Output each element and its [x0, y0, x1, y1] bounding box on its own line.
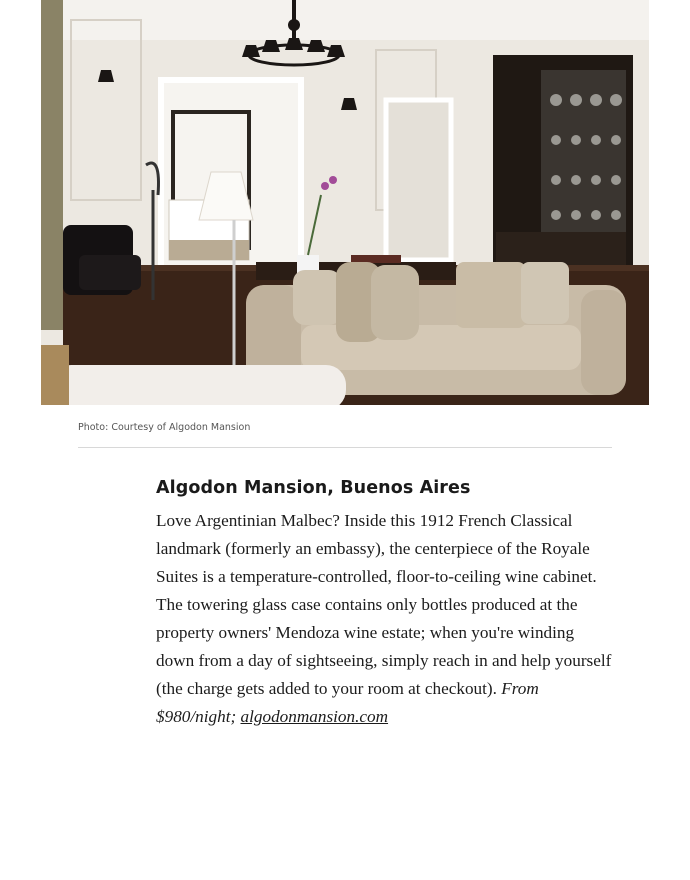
- article-headline: Algodon Mansion, Buenos Aires: [156, 478, 471, 498]
- article: [156, 478, 616, 731]
- section-divider: [78, 447, 612, 448]
- photo-credit: Photo: Courtesy of Algodon Mansion: [78, 422, 251, 433]
- hotel-suite-photo: [41, 0, 649, 405]
- suite-illustration: [41, 0, 649, 405]
- website-link[interactable]: algodonmansion.com: [240, 707, 389, 726]
- article-body: [156, 507, 616, 731]
- article-description: Love Argentinian Malbec? Inside this 1912 French Classical landmark (formerly an embassy), the centerpiece of the Royale Suites is a temperature-controlled, floor-to-ceiling wine cabinet. The towering glass case contains only bottles produced at the property owners' Mendoza wine estate; when you're winding down from a day of sightseeing, simply reach in and help yourself (the charge gets added to your room at checkout).: [156, 511, 612, 698]
- price-text: From $980/night;: [156, 679, 539, 726]
